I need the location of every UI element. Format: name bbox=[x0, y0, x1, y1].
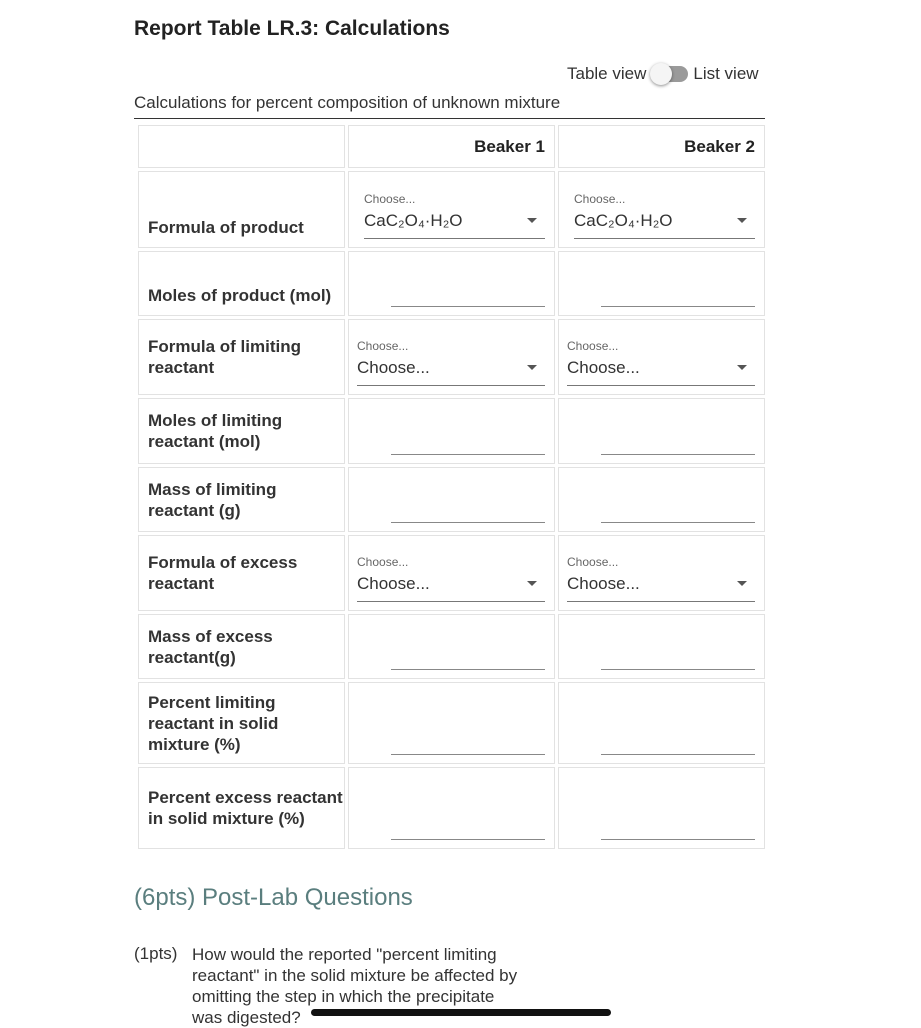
table-view-label: Table view bbox=[567, 64, 647, 83]
beaker-2-cell bbox=[558, 467, 765, 532]
select-hint: Choose... bbox=[567, 339, 619, 353]
row-label: Percent excess reactant in solid mixture (%) bbox=[138, 767, 345, 849]
beaker-2-cell bbox=[558, 251, 765, 316]
view-toggle-switch[interactable] bbox=[654, 66, 688, 82]
question-text: How would the reported "percent limiting reactant" in the solid mixture be affected by omitting the step in which the precipitate was digested? bbox=[192, 945, 518, 1027]
moles-limiting-beaker2-input[interactable] bbox=[601, 430, 755, 455]
table-caption: Calculations for percent composition of unknown mixture bbox=[134, 92, 765, 119]
moles-product-beaker2-input[interactable] bbox=[601, 282, 755, 307]
beaker-1-cell bbox=[348, 682, 555, 764]
select-value: CaC₂O₄·H₂O bbox=[364, 211, 463, 230]
beaker-1-cell bbox=[348, 171, 555, 248]
beaker-1-cell bbox=[348, 767, 555, 849]
chevron-down-icon bbox=[527, 581, 537, 586]
beaker-2-cell bbox=[558, 319, 765, 395]
row-label: Moles of product (mol) bbox=[138, 251, 345, 316]
beaker-2-cell bbox=[558, 535, 765, 611]
beaker-1-cell bbox=[348, 251, 555, 316]
mass-limiting-beaker1-input[interactable] bbox=[391, 498, 545, 523]
chevron-down-icon bbox=[737, 218, 747, 223]
formula-product-beaker2-select[interactable] bbox=[574, 192, 755, 239]
select-value: CaC₂O₄·H₂O bbox=[574, 211, 673, 230]
beaker-1-cell bbox=[348, 535, 555, 611]
mass-limiting-beaker2-input[interactable] bbox=[601, 498, 755, 523]
formula-excess-beaker1-select[interactable] bbox=[357, 555, 545, 602]
row-label: Formula of product bbox=[138, 171, 345, 248]
beaker-2-cell bbox=[558, 682, 765, 764]
report-title: Report Table LR.3: Calculations bbox=[134, 17, 450, 40]
select-value: Choose... bbox=[567, 574, 640, 593]
chevron-down-icon bbox=[737, 581, 747, 586]
table-row bbox=[138, 398, 765, 464]
select-value: Choose... bbox=[567, 358, 640, 377]
list-view-label: List view bbox=[693, 64, 759, 83]
row-label: Formula of limiting reactant bbox=[138, 319, 345, 395]
formula-limiting-beaker2-select[interactable] bbox=[567, 339, 755, 386]
row-label: Mass of limiting reactant (g) bbox=[138, 467, 345, 532]
table-row bbox=[138, 251, 765, 316]
table-row bbox=[138, 535, 765, 611]
formula-limiting-beaker1-select[interactable] bbox=[357, 339, 545, 386]
beaker-1-cell bbox=[348, 398, 555, 464]
table-header-row bbox=[138, 125, 765, 168]
post-lab-heading: (6pts) Post-Lab Questions bbox=[134, 884, 413, 911]
header-beaker-1: Beaker 1 bbox=[348, 125, 555, 168]
select-hint: Choose... bbox=[357, 555, 409, 569]
select-hint: Choose... bbox=[567, 555, 619, 569]
header-beaker-2: Beaker 2 bbox=[558, 125, 765, 168]
mass-excess-beaker1-input[interactable] bbox=[391, 645, 545, 670]
beaker-2-cell bbox=[558, 398, 765, 464]
formula-product-beaker1-select[interactable] bbox=[364, 192, 545, 239]
select-value: Choose... bbox=[357, 574, 430, 593]
header-empty-cell bbox=[138, 125, 345, 168]
question-points: (1pts) bbox=[134, 944, 178, 963]
row-label: Formula of excess reactant bbox=[138, 535, 345, 611]
beaker-1-cell bbox=[348, 467, 555, 532]
select-hint: Choose... bbox=[357, 339, 409, 353]
chevron-down-icon bbox=[737, 365, 747, 370]
beaker-2-cell bbox=[558, 171, 765, 248]
row-label: Mass of excess reactant(g) bbox=[138, 614, 345, 679]
beaker-1-cell bbox=[348, 319, 555, 395]
mass-excess-beaker2-input[interactable] bbox=[601, 645, 755, 670]
select-value: Choose... bbox=[357, 358, 430, 377]
row-label: Moles of limiting reactant (mol) bbox=[138, 398, 345, 464]
calculations-table bbox=[135, 122, 768, 852]
table-row bbox=[138, 682, 765, 764]
beaker-2-cell bbox=[558, 614, 765, 679]
percent-limiting-beaker1-input[interactable] bbox=[391, 730, 545, 755]
chevron-down-icon bbox=[527, 365, 537, 370]
percent-excess-beaker1-input[interactable] bbox=[391, 815, 545, 840]
table-row bbox=[138, 319, 765, 395]
select-hint: Choose... bbox=[574, 192, 626, 206]
moles-product-beaker1-input[interactable] bbox=[391, 282, 545, 307]
chevron-down-icon bbox=[527, 218, 537, 223]
row-label: Percent limiting reactant in solid mixture (%) bbox=[138, 682, 345, 764]
home-indicator-bar bbox=[311, 1009, 611, 1016]
table-row bbox=[138, 767, 765, 849]
table-row bbox=[138, 467, 765, 532]
percent-limiting-beaker2-input[interactable] bbox=[601, 730, 755, 755]
beaker-1-cell bbox=[348, 614, 555, 679]
beaker-2-cell bbox=[558, 767, 765, 849]
percent-excess-beaker2-input[interactable] bbox=[601, 815, 755, 840]
view-toggle bbox=[567, 62, 759, 86]
moles-limiting-beaker1-input[interactable] bbox=[391, 430, 545, 455]
table-row bbox=[138, 614, 765, 679]
toggle-knob bbox=[650, 63, 672, 85]
formula-excess-beaker2-select[interactable] bbox=[567, 555, 755, 602]
table-row bbox=[138, 171, 765, 248]
select-hint: Choose... bbox=[364, 192, 416, 206]
